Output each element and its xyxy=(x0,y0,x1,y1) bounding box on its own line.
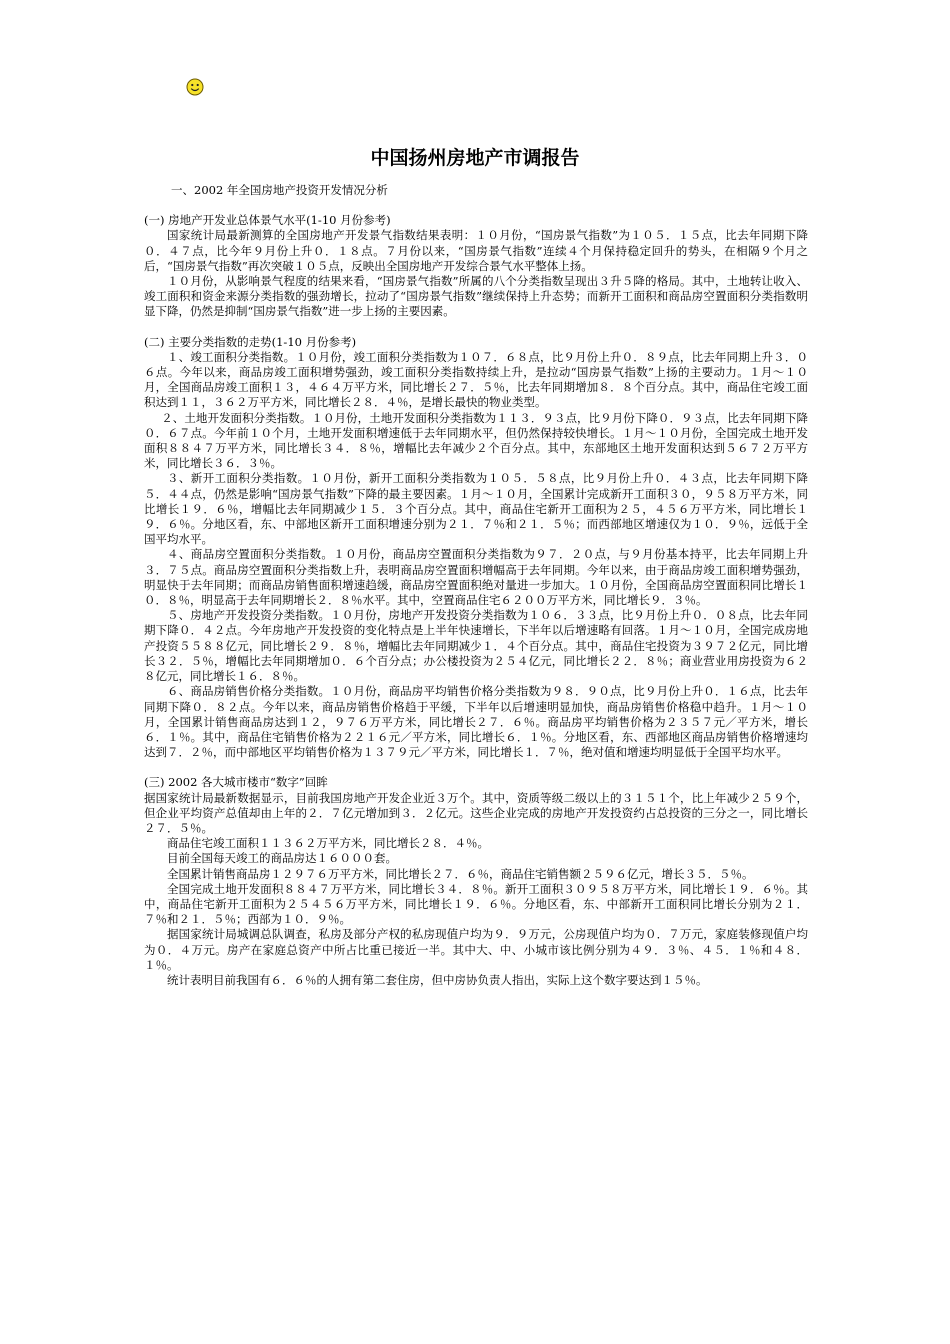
section-3-heading: (三) 2002 各大城市楼市“数字”回眸 xyxy=(144,775,328,790)
paragraph: ６、商品房销售价格分类指数。１０月份，商品房平均销售价格分类指数为９８．９０点，比９月份上升０．１６点，比去年同期下降０．８２点。今年以来，商品房销售价格趋于平缓，下半年以后增速明显加快，商品房销售价格稳中趋升。１月～１０月，全国累计销售商品房达到１２，９７６万平方米，同比增长２７．６％。商品房平均销售价格为２３５７元／平方米，增长６．１％。其中，商品住宅销售价格为２２１６元／平方米，同比增长６．１％。分地区看，东、西部地区商品房销售价格增速均达到７．２％，而中部地区平均销售价格为１３７９元／平方米，同比增长１．７％，绝对值和增速均明显低于全国平均水平。 xyxy=(144,684,808,760)
paragraph: １０月份，从影响景气程度的结果来看，“国房景气指数”所属的八个分类指数呈现出３升５降的格局。其中，土地转让收入、竣工面积和资金来源分类指数的强劲增长，拉动了“国房景气指数”继续保持上升态势；而新开工面积和商品房空置面积分类指数明显下降，仍然是抑制“国房景气指数”进一步上扬的主要因素。 xyxy=(144,274,808,319)
paragraph: ３、新开工面积分类指数。１０月份，新开工面积分类指数为１０５．５８点，比９月份上升０．４３点，比去年同期下降５．４４点，仍然是影响“国房景气指数”下降的最主要因素。１月～１０月，全国累计完成新开工面积３０，９５８万平方米，同比增长１９．６％，增幅比去年同期减少１５．３个百分点。其中，商品住宅新开工面积为２５，４５６万平方米，同比增长１９．６％。分地区看，东、中部地区新开工面积增速分别为２１．７％和２１．５％；而西部地区增速仅为１０．９％，远低于全国平均水平。 xyxy=(144,471,808,547)
smiley-face-icon xyxy=(186,78,204,96)
paragraph: １、竣工面积分类指数。１０月份，竣工面积分类指数为１０７．６８点，比９月份上升０．８９点，比去年同期上升３．０６点。今年以来，商品房竣工面积增势强劲，竣工面积分类指数持续上升，是拉动“国房景气指数”上扬的主要动力。１月～１０月，全国商品房竣工面积１３，４６４万平方米，同比增长２７．５％，比去年同期增加８．８个百分点。其中，商品住宅竣工面积达到１１，３６２万平方米，同比增长２８．４％，是增长最快的物业类型。 xyxy=(144,349,808,410)
paragraph: 目前全国每天竣工的商品房达１６０００套。 xyxy=(167,851,397,866)
paragraph: 国家统计局最新测算的全国房地产开发景气指数结果表明：１０月份，“国房景气指数”为１０５．１５点，比去年同期下降０．４７点，比今年９月份上升０．１８点。７月份以来，“国房景气指数”连续４个月保持稳定回升的势头，在相隔９个月之后，“国房景气指数”再次突破１０５点，反映出全国房地产开发综合景气水平整体上扬。 xyxy=(144,228,808,273)
paragraph: ２、土地开发面积分类指数。１０月份，土地开发面积分类指数为１１３．９３点，比９月份下降０．９３点，比去年同期下降０．６７点。今年前１０个月，土地开发面积增速低于去年同期水平，但仍然保持较快增长。１月～１０月份，全国完成土地开发面积８８４７万平方米，同比增长３４．８％，增幅比去年减少２个百分点。其中，东部地区土地开发面积达到５６７２万平方米，同比增长３６．３％。 xyxy=(144,410,808,471)
paragraph: 商品住宅竣工面积１１３６２万平方米，同比增长２８．４％。 xyxy=(167,836,489,851)
section-2-heading: (二) 主要分类指数的走势(1-10 月份参考) xyxy=(144,334,357,349)
paragraph: 据国家统计局最新数据显示，目前我国房地产开发企业近３万个。其中，资质等级二级以上的３１５１个，比上年减少２５９个，但企业平均资产总值却由上年的２．７亿元增加到３．２亿元。这些企业完成的房地产开发投资约占总投资的三分之一，同比增长２７．５％。 xyxy=(144,790,808,835)
section-main-heading: 一、2002 年全国房地产投资开发情况分析 xyxy=(171,183,388,197)
paragraph: 全国完成土地开发面积８８４７万平方米，同比增长３４．８％。新开工面积３０９５８万平方米，同比增长１９．６％。其中，商品住宅新开工面积为２５４５６万平方米，同比增长１９．６％。分地区看，东、中部新开工面积同比增长分别为２１．７％和２１．５％；西部为１０．９％。 xyxy=(144,881,808,927)
section-1-heading: (一) 房地产开发业总体景气水平(1-10 月份参考) xyxy=(144,213,391,228)
paragraph: 全国累计销售商品房１２９７６万平方米，同比增长２７．６％，商品住宅销售额２５９６亿元，增长３５．５％。 xyxy=(167,866,754,881)
document-body xyxy=(144,183,808,988)
paragraph: ５、房地产开发投资分类指数。１０月份，房地产开发投资分类指数为１０６．３３点，比９月份上升０．０８点，比去年同期下降０．４２点。今年房地产开发投资的变化特点是上半年快速增长，下半年以后增速略有回落。１月～１０月，全国完成房地产投资５５８８亿元，同比增长２９．８％，增幅比去年同期减少１．４个百分点。其中，商品住宅投资为３９７２亿元，同比增长３２．５％，增幅比去年同期增加０．６个百分点；办公楼投资为２５４亿元，同比增长２２．８％；商业营业用房投资为６２８亿元，同比增长１６．８％。 xyxy=(144,608,808,684)
page-title: 中国扬州房地产市调报告 xyxy=(370,147,580,169)
paragraph: 据国家统计局城调总队调查，私房及部分产权的私房现值户均为９．９万元，公房现值户均为０．７万元，家庭装修现值户均为０．４万元。房产在家庭总资产中所占比重已接近一半。其中大、中、小城市该比例分别为４９．３％、４５．１％和４８．１％。 xyxy=(144,927,808,972)
paragraph: ４、商品房空置面积分类指数。１０月份，商品房空置面积分类指数为９７．２０点，与９月份基本持平，比去年同期上升３．７５点。商品房空置面积分类指数上升，表明商品房空置面积增幅高于去年同期。今年以来，由于商品房竣工面积增势强劲，明显快于去年同期；而商品房销售面积增速趋缓，商品房空置面积绝对量进一步加大。１０月份，全国商品房空置面积同比增长１０．８％，明显高于去年同期增长２．８％水平。其中，空置商品住宅６２００万平方米，同比增长９．３％。 xyxy=(144,547,808,608)
paragraph: 统计表明目前我国有６．６％的人拥有第二套住房，但中房协负责人指出，实际上这个数字要达到１５％。 xyxy=(167,972,708,987)
